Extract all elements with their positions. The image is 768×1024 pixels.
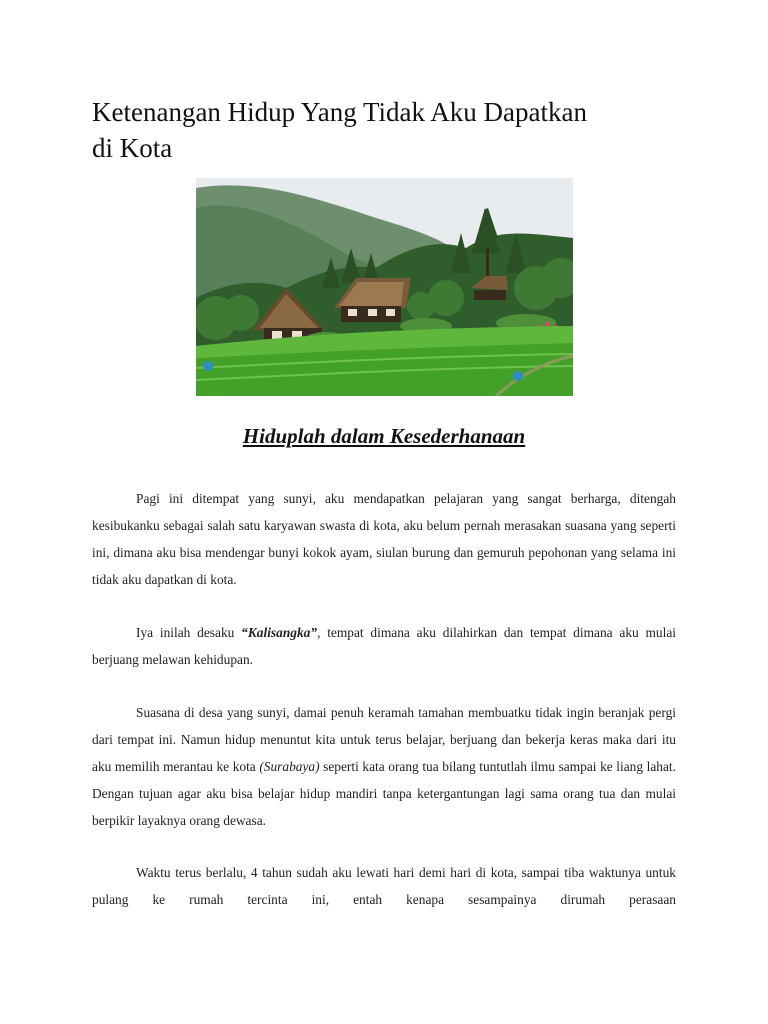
paragraph-1: Pagi ini ditempat yang sunyi, aku mendapatkan pelajaran yang sangat berharga, ditengah kesibukanku sebagai salah satu karyawan swasta di kota, aku belum pernah merasakan suasana yang seperti ini, dimana aku bisa mendengar bunyi kokok ayam, siulan burung dan gemuruh pepohonan yang selama ini tidak aku dapatkan di kota. — [92, 491, 676, 587]
paragraph-2-intro: Iya inilah desaku — [136, 625, 242, 640]
umbrella — [203, 361, 213, 371]
paragraph-3 — [92, 699, 676, 834]
village-photo — [196, 178, 573, 396]
article-title: Ketenangan Hidup Yang Tidak Aku Dapatkan di Kota — [92, 97, 587, 163]
paragraph-2-rest: , tempat dimana aku dilahirkan dan tempat dimana aku mulai berjuang melawan kehidupan. — [92, 625, 677, 667]
paragraph-4: Waktu terus berlalu, 4 tahun sudah aku lewati hari demi hari di kota, sampai tiba waktunya untuk pulang ke rumah tercinta ini, entah kenapa sesampainya dirumah perasaan — [92, 865, 676, 907]
section-subtitle: Hiduplah dalam Kesederhanaan — [242, 424, 526, 448]
paragraph-2 — [92, 619, 676, 673]
paragraph-3-intro: Suasana di desa yang sunyi, damai penuh keramah tamahan membuatku tidak ingin beranjak pergi dari tempat ini. Namun hidup menuntut kita untuk terus belajar, berjuang dan bekerja keras maka dari itu aku memilih merantau ke kota — [92, 705, 676, 774]
umbrella — [513, 371, 523, 381]
paragraph-3-rest: seperti kata orang tua bilang tuntutlah ilmu sampai ke liang lahat. Dengan tujuan agar aku bisa belajar hidup mandiri tanpa ketergantungan lagi sama orang tua dan mulai berpikir layaknya orang dewasa. — [92, 759, 676, 828]
city-name: (Surabaya) — [259, 759, 320, 774]
village-name: “Kalisangka” — [241, 625, 318, 640]
